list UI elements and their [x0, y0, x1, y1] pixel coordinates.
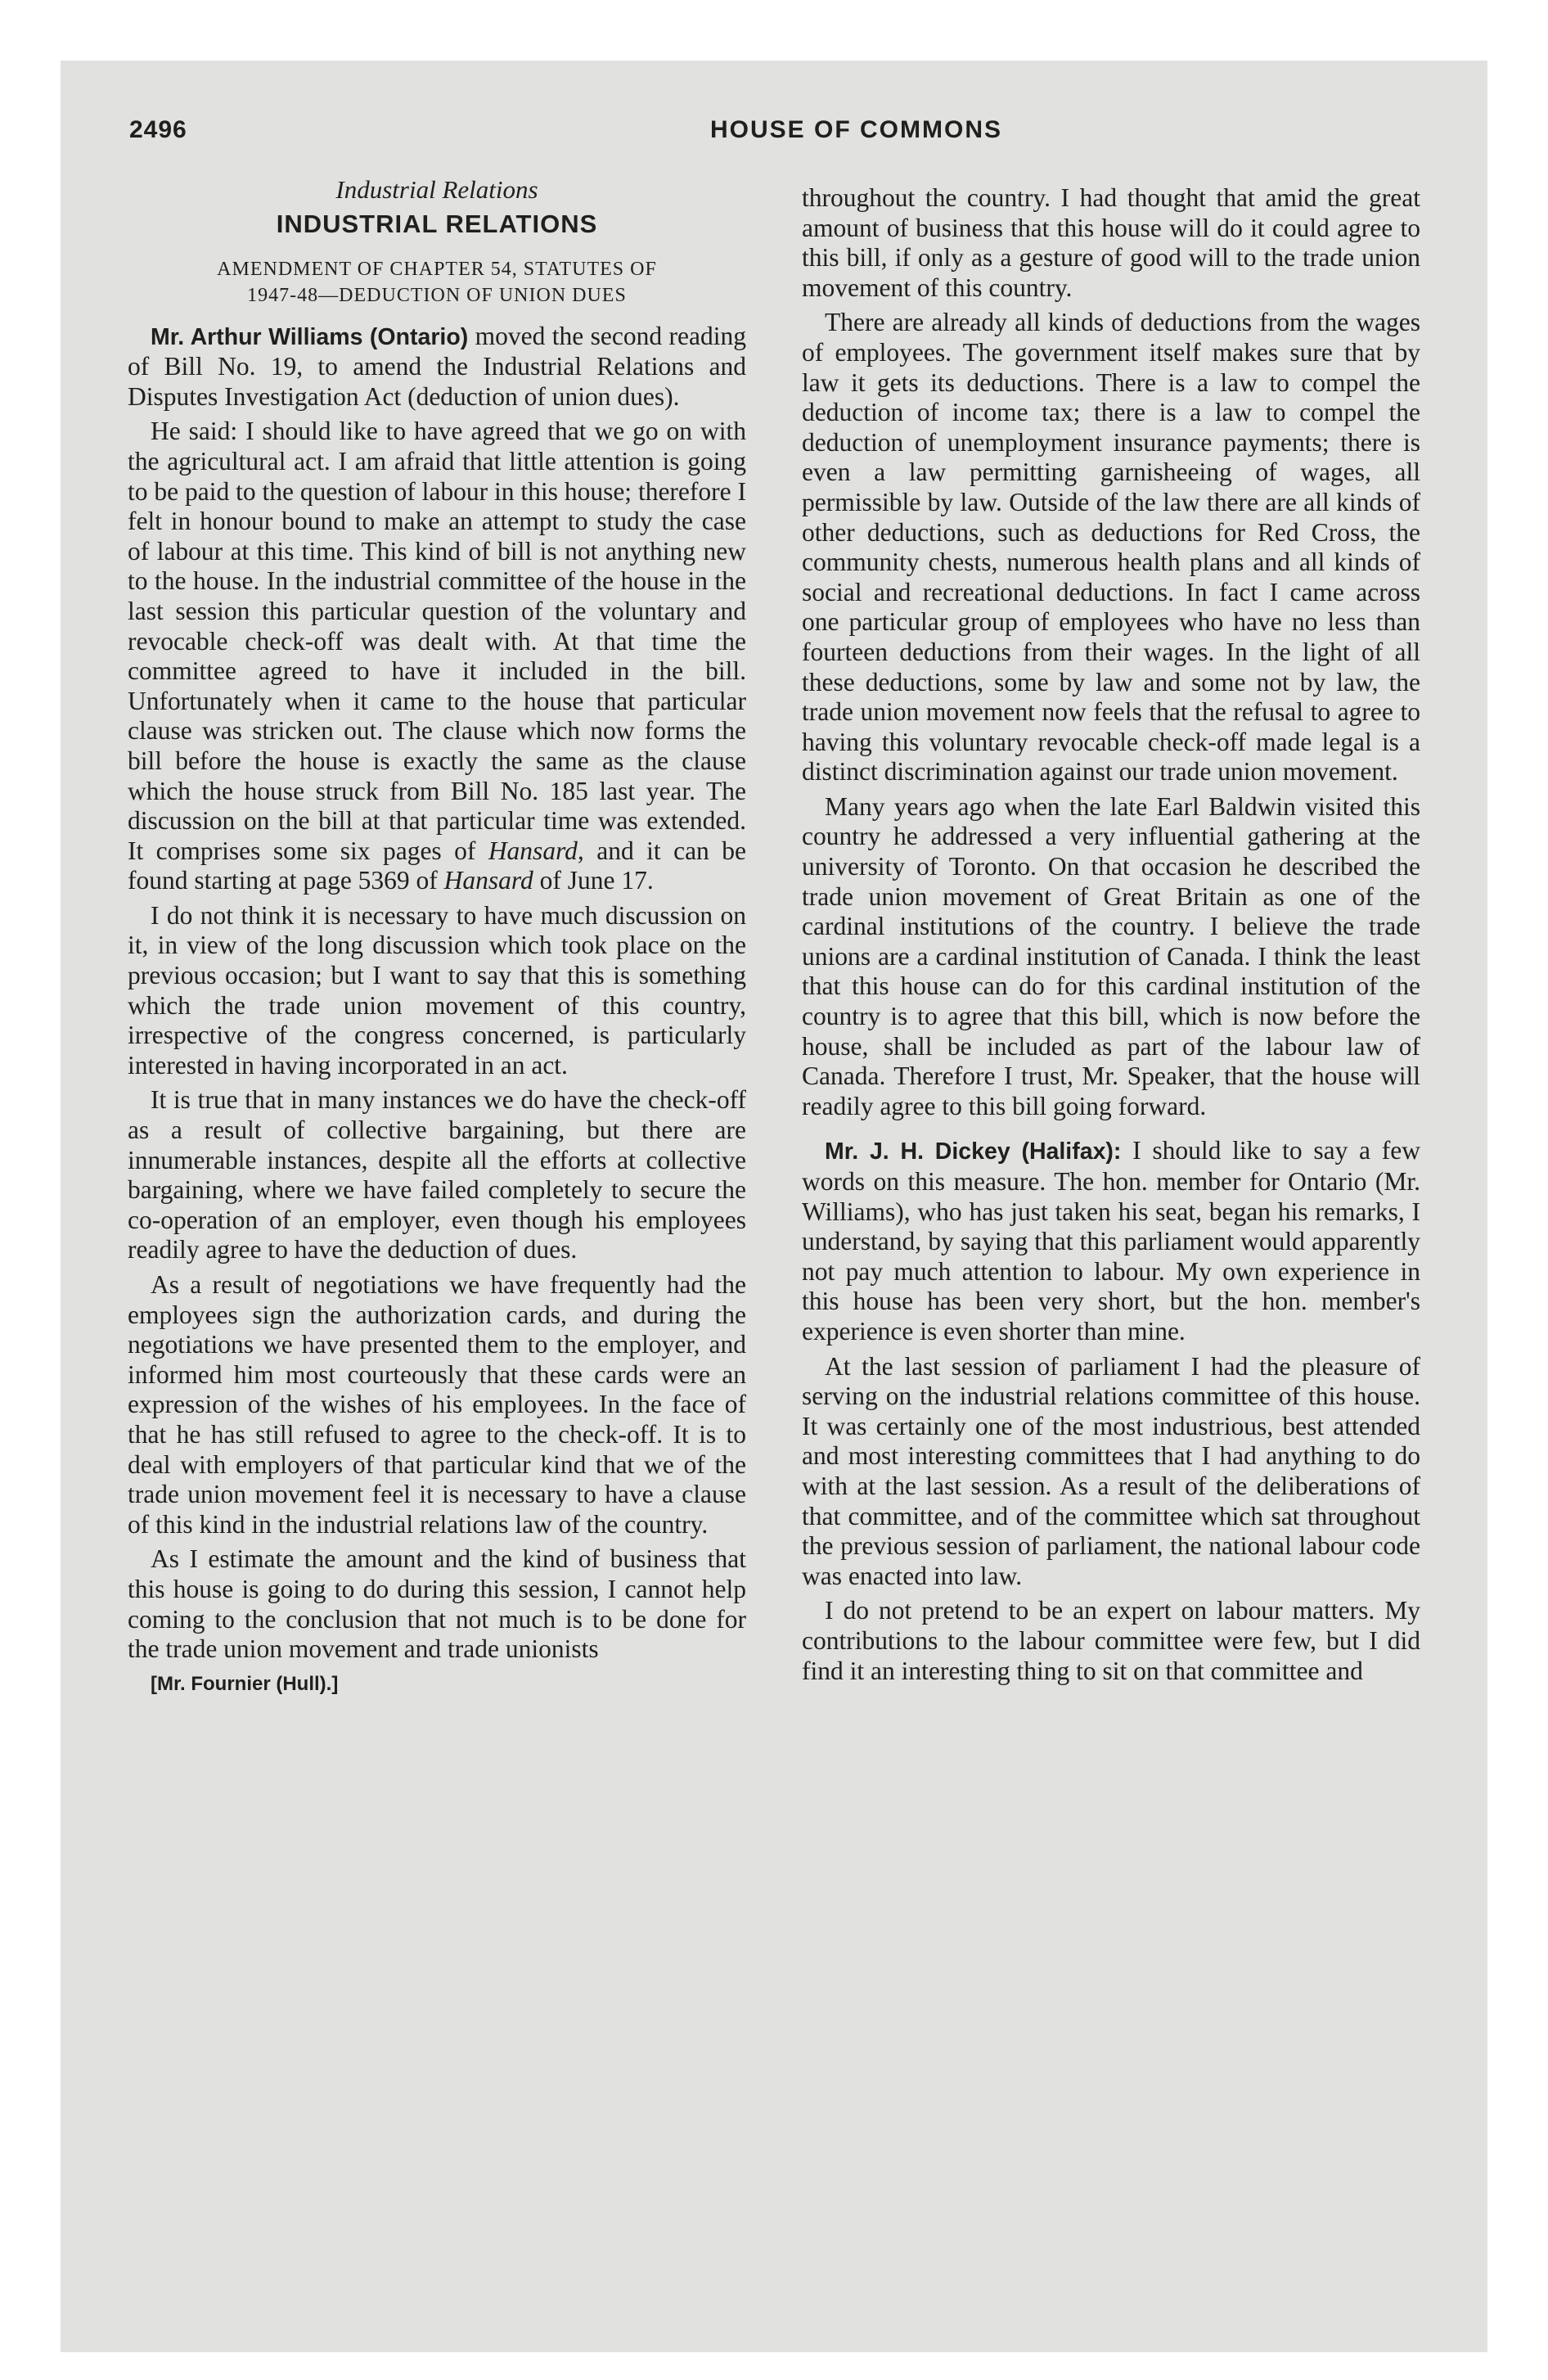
- scanned-page: [61, 61, 1487, 2352]
- subheading: [128, 256, 746, 309]
- paragraph: [128, 417, 746, 896]
- hansard-italic: Hansard,: [488, 836, 584, 865]
- paragraph: [802, 1136, 1420, 1346]
- footer-reference: [Mr. Fournier (Hull).]: [151, 1672, 339, 1695]
- paragraph-text: of June 17.: [533, 866, 654, 895]
- paragraph: I do not pretend to be an expert on labour matters. My contributions to the labour committee were few, but I did find it an interesting thing to sit on that committee and: [802, 1596, 1420, 1685]
- paragraph: It is true that in many instances we do have the check-off as a result of collective bargaining, but there are innumerable instances, despite all the efforts at collective bargaining, where we have failed completely to secure the co-operation of an employer, even though his employees readily agree to have the deduction of dues.: [128, 1085, 746, 1264]
- page-number: 2496: [129, 116, 187, 143]
- paragraph-text: moved the second reading of Bill No. 19, to amend the Industrial Relations and Disputes Investigation Act (deduction of union dues).: [128, 321, 746, 411]
- paragraph: As a result of negotiations we have frequently had the employees sign the authorization cards, and during the negotiations we have presented them to the employer, and informed him most courteously that these cards were an expression of the wishes of his employees. In the face of that he has still refused to agree to the check-off. It is to deal with employers of that particular kind that we of the trade union movement feel it is necessary to have a clause of this kind in the industrial relations law of the country.: [128, 1270, 746, 1539]
- hansard-italic: Hansard: [443, 866, 533, 895]
- section-title: INDUSTRIAL RELATIONS: [276, 210, 598, 238]
- page-header: [129, 116, 1422, 165]
- subheading-line-1: AMENDMENT OF CHAPTER 54, STATUTES OF: [217, 258, 657, 280]
- paragraph: Many years ago when the late Earl Baldwin visited this country he addressed a very influential gathering at the university of Toronto. On that occasion he described the trade union movement of Great Britain as one of the cardinal institutions of the country. I believe the trade unions are a cardinal institution of Canada. I think the least that this house can do for this cardinal institution of the country is to agree that this bill, which is now before the house, shall be included as part of the labour law of Canada. Therefore I trust, Mr. Speaker, that the house will readily agree to this bill going forward.: [802, 791, 1420, 1120]
- speaker-name: Mr. Arthur Williams (Ontario): [151, 323, 469, 350]
- paragraph-text: I should like to say a few words on this measure. The hon. member for Ontario (Mr. Williams), who has just taken his seat, began his remarks, I understand, by saying that this parliament would apparently not pay much attention to labour. My own experience in this house has been very short, but the hon. member's experience is even shorter than mine.: [802, 1136, 1420, 1346]
- paragraph-text: and it can be found starting at page 5369 of: [128, 836, 746, 895]
- paragraph: As I estimate the amount and the kind of business that this house is going to do during this session, I cannot help coming to the conclusion that not much is to be done for the trade union movement and trade unionists: [128, 1544, 746, 1664]
- left-column: [128, 175, 746, 1704]
- paragraph: At the last session of parliament I had the pleasure of serving on the industrial relations committee of this house. It was certainly one of the most industrious, best attended and most interesting committees that I had anything to do with at the last session. As a result of the deliberations of that committee, and of the committee which sat throughout the previous session of parliament, the national labour code was enacted into law.: [802, 1351, 1420, 1590]
- section-italic-heading: Industrial Relations: [335, 175, 538, 204]
- paragraph: [128, 322, 746, 412]
- paragraph: There are already all kinds of deductions from the wages of employees. The government itself makes sure that by law it gets its deductions. There is a law to compel the deduction of income tax; there is a law to compel the deduction of unemployment insurance payments; there is even a law permitting garnisheeing of wages, all permissible by law. Outside of the law there are all kinds of other deductions, such as deductions for Red Cross, the community chests, numerous health plans and all kinds of social and recreational deductions. In fact I came across one particular group of employees who have no less than fourteen deductions from their wages. In the light of all these deductions, some by law and some not by law, the trade union movement now feels that the refusal to agree to having this voluntary revocable check-off made legal is a distinct discrimination against our trade union movement.: [802, 308, 1420, 787]
- paragraph: I do not think it is necessary to have much discussion on it, in view of the long discussion which took place on the previous occasion; but I want to say that this is something which the trade union movement of this country, irrespective of the congress concerned, is particularly interested in having incorporated in an act.: [128, 900, 746, 1080]
- running-head: HOUSE OF COMMONS: [710, 116, 1003, 143]
- paragraph: throughout the country. I had thought that amid the great amount of business that this house will do it could agree to this bill, if only as a gesture of good will to the trade union movement of this country.: [802, 183, 1420, 302]
- subheading-line-2: 1947-48—DEDUCTION OF UNION DUES: [247, 284, 627, 306]
- paragraph-text: He said: I should like to have agreed that we go on with the agricultural act. I am afraid that little attention is going to be paid to the question of labour in this house; therefore I felt in honour bound to make an attempt to study the case of labour at this time. This kind of bill is not anything new to the house. In the industrial committee of the house in the last session this particular question of the voluntary and revocable check-off was dealt with. At that time the committee agreed to have it included in the bill. Unfortunately when it came to the house that particular clause was stricken out. The clause which now forms the bill before the house is exactly the same as the clause which the house struck from Bill No. 185 last year. The discussion on the bill at that particular time was extended. It comprises some six pages of: [128, 417, 746, 865]
- speaker-name: Mr. J. H. Dickey (Halifax):: [825, 1138, 1122, 1165]
- document-page: [61, 61, 1487, 2352]
- right-column: [802, 183, 1420, 1691]
